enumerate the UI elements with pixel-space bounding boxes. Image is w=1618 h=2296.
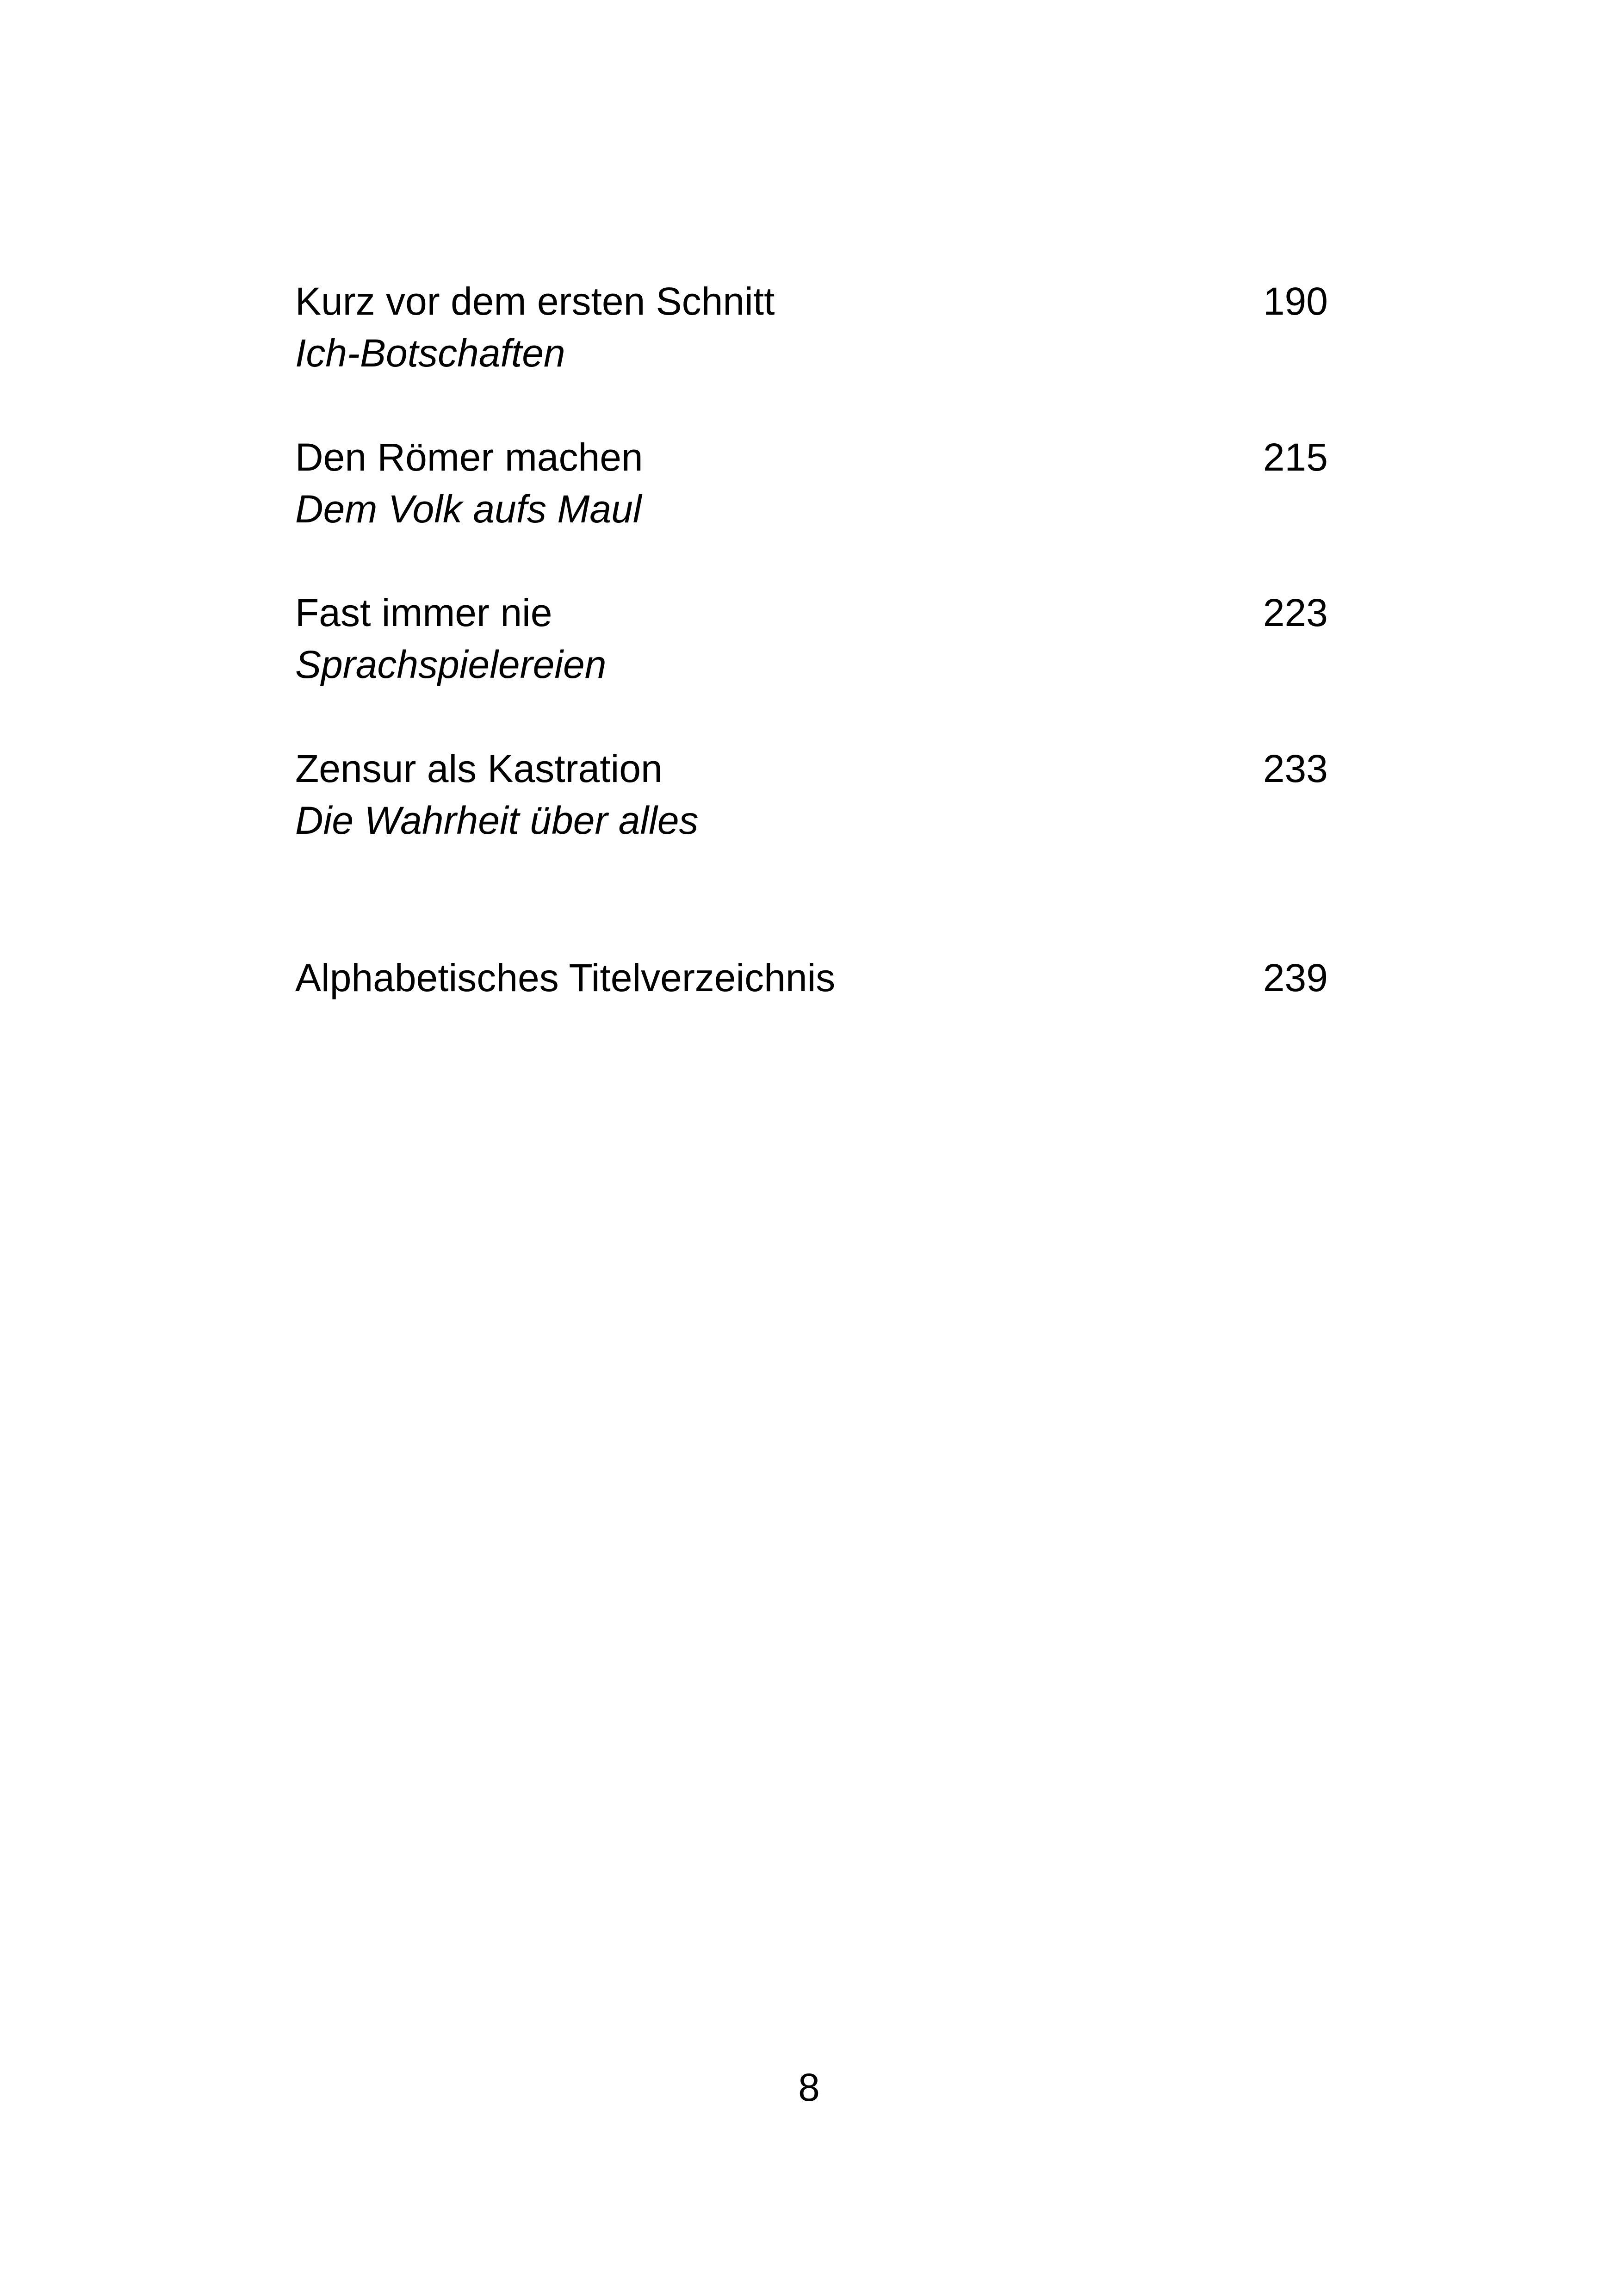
toc-entry-subtitle: Dem Volk aufs Maul xyxy=(295,487,642,531)
toc-entry-page-number: 190 xyxy=(1263,279,1328,323)
toc-entry-title-line xyxy=(295,431,1328,483)
toc-entry-title-line xyxy=(295,952,1328,1004)
toc-entry-subtitle-line xyxy=(295,639,1328,690)
page-number: 8 xyxy=(798,2066,820,2109)
toc-entry-title-line xyxy=(295,275,1328,327)
toc-entry-subtitle: Ich-Botschaften xyxy=(295,331,565,375)
toc-entry-title-line xyxy=(295,587,1328,639)
toc-entry-title: Kurz vor dem ersten Schnitt xyxy=(295,279,775,323)
toc-entry xyxy=(295,743,1328,846)
toc-entry-title: Alphabetisches Titelverzeichnis xyxy=(295,956,836,999)
toc-entry-page-number: 239 xyxy=(1263,956,1328,999)
toc-entry-subtitle-line xyxy=(295,794,1328,846)
toc-entry-subtitle: Sprachspielereien xyxy=(295,643,607,686)
toc-entry-title: Den Römer machen xyxy=(295,435,643,479)
toc-entry-subtitle: Die Wahrheit über alles xyxy=(295,799,699,842)
toc-entry-title-line xyxy=(295,743,1328,794)
toc-entry-page-number: 215 xyxy=(1263,435,1328,479)
toc-entry-subtitle-line xyxy=(295,327,1328,379)
toc-entry xyxy=(295,275,1328,379)
toc-entry xyxy=(295,431,1328,535)
toc-entry-page-number: 233 xyxy=(1263,747,1328,790)
toc-entry-page-number: 223 xyxy=(1263,591,1328,634)
toc-entry-subtitle-line xyxy=(295,483,1328,535)
toc-entry xyxy=(295,587,1328,690)
toc-entry-title: Zensur als Kastration xyxy=(295,747,663,790)
toc-entry xyxy=(295,952,1328,1004)
toc-entry-title: Fast immer nie xyxy=(295,591,552,634)
